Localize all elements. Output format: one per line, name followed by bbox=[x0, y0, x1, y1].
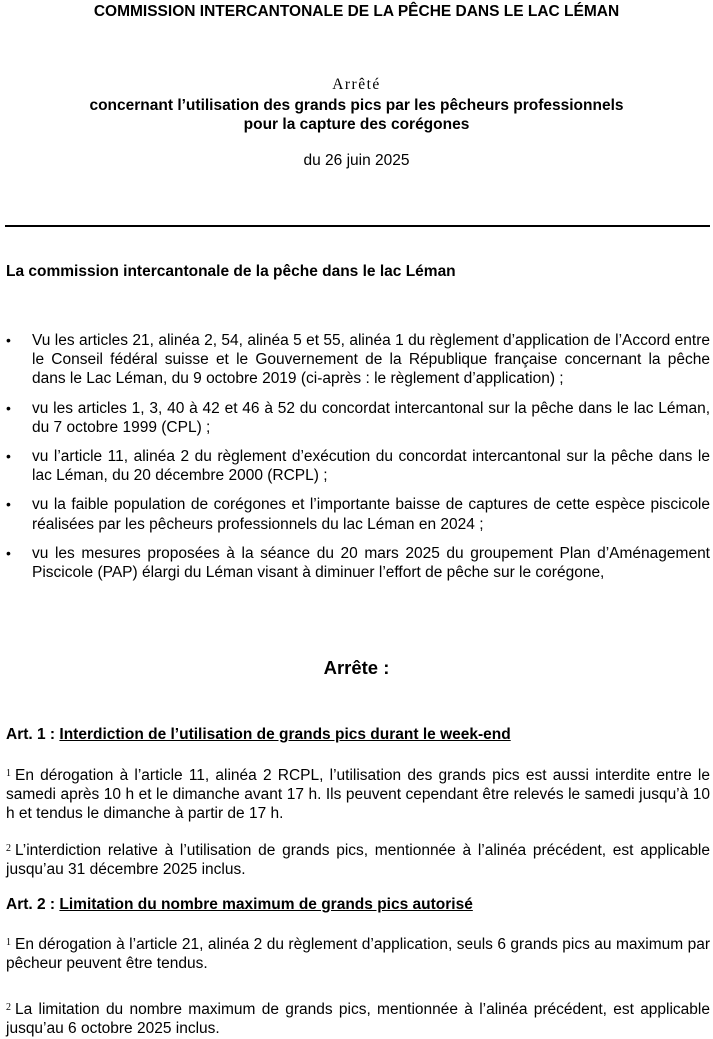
considerant-text: Vu les articles 21, alinéa 2, 54, alinéa 5 et 55, alinéa 1 du règlement d’application de l’Accord entre le Conseil fédéral suisse et le Gouvernement de la République française concernant la pêche dans le Lac Léman, du 9 octobre 2019 (ci-après : le règlement d’application) ; bbox=[32, 332, 710, 388]
document-date: du 26 juin 2025 bbox=[303, 152, 410, 169]
decision-heading: Arrête : bbox=[323, 657, 390, 678]
article-number: Art. 1 : bbox=[6, 726, 56, 743]
article-2-alinea-2 bbox=[6, 998, 710, 1038]
article-1-alinea-1 bbox=[6, 764, 710, 824]
article-1-alinea-2 bbox=[6, 839, 710, 879]
bullet-icon: • bbox=[6, 496, 11, 513]
alinea-number: 2 bbox=[6, 1002, 11, 1013]
bullet-icon: • bbox=[6, 332, 11, 348]
article-heading: Interdiction de l’utilisation de grands pics durant le week-end bbox=[59, 726, 511, 743]
considerant-text: vu les articles 1, 3, 40 à 42 et 46 à 52 du concordat intercantonal sur la pêche dans le lac Léman, du 7 octobre 1999 (CPL) ; bbox=[32, 399, 710, 436]
document-subject bbox=[0, 96, 713, 134]
alinea-number: 1 bbox=[6, 937, 11, 948]
bullet-icon: • bbox=[6, 544, 11, 561]
document-type-label: Arrêté bbox=[332, 76, 381, 93]
alinea-number: 2 bbox=[6, 843, 11, 854]
considerant-item bbox=[6, 399, 710, 437]
considerant-text: vu la faible population de corégones et l’importante baisse de captures de cette espèce piscicole réalisées par les pêcheurs professionnels du lac Léman en 2024 ; bbox=[32, 496, 710, 533]
alinea-text: En dérogation à l’article 11, alinéa 2 RCPL, l’utilisation des grands pics est aussi interdite entre le samedi après 10 h et le dimanche avant 17 h. Ils peuvent cependant être relevés le samedi jusqu’à 10 h et tendus le dimanche à partir de 17 h. bbox=[6, 767, 710, 823]
considerants-list bbox=[6, 331, 710, 592]
alinea-text: En dérogation à l’article 21, alinéa 2 du règlement d’application, seuls 6 grands pics au maximum par pêcheur peuvent être tendus. bbox=[6, 936, 710, 973]
article-2-title bbox=[6, 896, 473, 914]
considerant-text: vu les mesures proposées à la séance du 20 mars 2025 du groupement Plan d’Aménagement Piscicole (PAP) élargi du Léman visant à diminuer l’effort de pêche sur le corégone, bbox=[32, 544, 710, 582]
article-heading: Limitation du nombre maximum de grands pics autorisé bbox=[59, 896, 473, 913]
considerant-item bbox=[6, 495, 710, 533]
considerant-item bbox=[6, 544, 710, 582]
header-title: COMMISSION INTERCANTONALE DE LA PÊCHE DANS LE LAC LÉMAN bbox=[93, 3, 620, 20]
article-1-title bbox=[6, 726, 511, 744]
subject-line-1: concernant l’utilisation des grands pics par les pêcheurs professionnels bbox=[89, 97, 624, 114]
considerant-text: vu l’article 11, alinéa 2 du règlement d’exécution du concordat intercantonal sur la pêche dans le lac Léman, du 20 décembre 2000 (RCPL) ; bbox=[32, 448, 710, 485]
bullet-icon: • bbox=[6, 399, 11, 416]
horizontal-rule bbox=[5, 225, 710, 227]
alinea-number: 1 bbox=[6, 768, 11, 779]
issuing-authority: La commission intercantonale de la pêche dans le lac Léman bbox=[6, 263, 456, 280]
subject-line-2: pour la capture des corégones bbox=[243, 116, 470, 133]
article-2-alinea-1 bbox=[6, 933, 710, 973]
bullet-icon: • bbox=[6, 448, 11, 465]
alinea-text: La limitation du nombre maximum de grands pics, mentionnée à l’alinéa précédent, est applicable jusqu’au 6 octobre 2025 inclus. bbox=[6, 1001, 710, 1038]
alinea-text: L’interdiction relative à l’utilisation de grands pics, mentionnée à l’alinéa précédent, est applicable jusqu’au 31 décembre 2025 inclus. bbox=[6, 842, 710, 879]
considerant-item bbox=[6, 447, 710, 485]
considerant-item bbox=[6, 331, 710, 389]
article-number: Art. 2 : bbox=[6, 896, 56, 913]
